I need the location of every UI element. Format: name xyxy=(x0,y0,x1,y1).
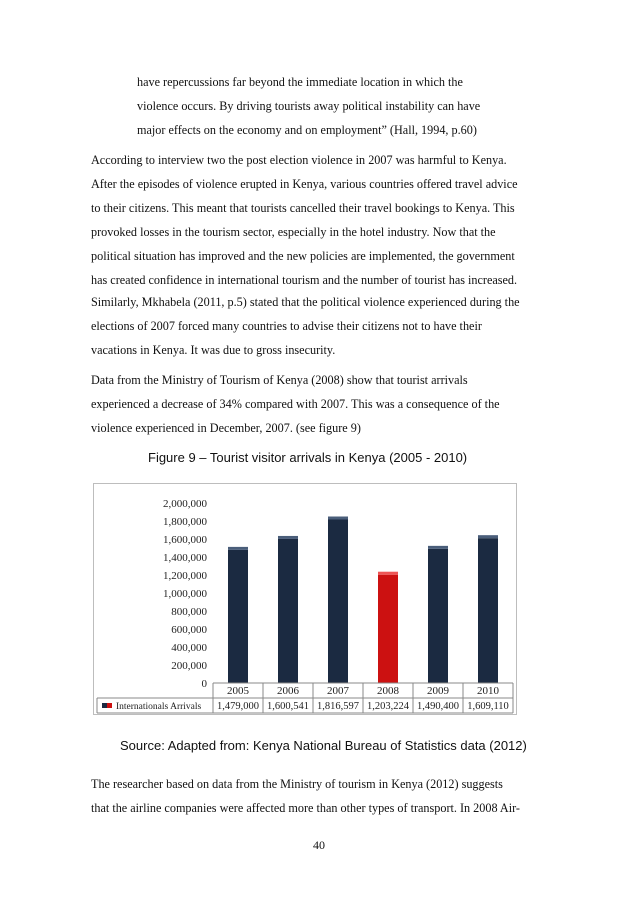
bar-2007 xyxy=(328,520,348,683)
legend-swatch-highlight xyxy=(107,703,112,708)
data-label: 1,816,597 xyxy=(317,701,359,712)
bar-2010 xyxy=(478,538,498,683)
y-tick-label: 1,000,000 xyxy=(163,588,207,600)
chart-frame xyxy=(94,484,517,715)
paragraph-line: violence experienced in December, 2007. (see figure 9) xyxy=(91,421,361,435)
quote-line: violence occurs. By driving tourists away political instability can have xyxy=(137,99,481,113)
y-tick-label: 1,800,000 xyxy=(163,516,207,528)
y-tick-label: 600,000 xyxy=(171,624,207,636)
bar-2009 xyxy=(428,549,448,683)
category-label: 2009 xyxy=(427,685,449,697)
bar-top-2005 xyxy=(228,547,248,550)
paragraph-line: experienced a decrease of 34% compared with 2007. This was a consequence of the xyxy=(91,397,500,411)
data-label: 1,203,224 xyxy=(367,701,409,712)
y-tick-label: 200,000 xyxy=(171,660,207,672)
paragraph-line: Similarly, Mkhabela (2011, p.5) stated that the political violence experienced during the xyxy=(91,295,520,309)
category-label: 2008 xyxy=(377,685,399,697)
paragraph-line: According to interview two the post election violence in 2007 was harmful to Kenya. xyxy=(91,153,507,167)
block-quote xyxy=(137,70,517,142)
y-tick-label: 1,600,000 xyxy=(163,534,207,546)
paragraph-line: Data from the Ministry of Tourism of Kenya (2008) show that tourist arrivals xyxy=(91,373,468,387)
y-tick-label: 2,000,000 xyxy=(163,498,207,510)
paragraph-line: vacations in Kenya. It was due to gross insecurity. xyxy=(91,343,336,357)
quote-line: have repercussions far beyond the immediate location in which the xyxy=(137,75,463,89)
paragraph-ministry-data xyxy=(91,368,549,440)
bar-top-2008 xyxy=(378,572,398,575)
bar-top-2006 xyxy=(278,536,298,539)
y-tick-label: 0 xyxy=(201,678,207,690)
paragraph-line: After the episodes of violence erupted in Kenya, various countries offered travel advice xyxy=(91,177,518,191)
category-label: 2010 xyxy=(477,685,499,697)
paragraph-line: elections of 2007 forced many countries to advise their citizens not to have their xyxy=(91,319,482,333)
paragraph-airline xyxy=(91,772,549,820)
category-label: 2007 xyxy=(327,685,349,697)
data-label: 1,609,110 xyxy=(467,701,509,712)
data-label: 1,600,541 xyxy=(267,701,309,712)
bar-top-2007 xyxy=(328,517,348,520)
bar-chart xyxy=(93,483,517,715)
legend-label: Internationals Arrivals xyxy=(116,702,202,712)
bar-top-2010 xyxy=(478,535,498,538)
bar-2006 xyxy=(278,539,298,683)
bar-2005 xyxy=(228,550,248,683)
paragraph-line: The researcher based on data from the Ministry of tourism in Kenya (2012) suggests xyxy=(91,777,503,791)
y-tick-label: 800,000 xyxy=(171,606,207,618)
paragraph-line: that the airline companies were affected more than other types of transport. In 2008 Air- xyxy=(91,801,520,815)
paragraph-line: has created confidence in international tourism and the number of tourist has increased. xyxy=(91,273,518,287)
y-tick-label: 1,200,000 xyxy=(163,570,207,582)
data-label: 1,490,400 xyxy=(417,701,459,712)
paragraph-line: to their citizens. This meant that tourists cancelled their travel bookings to Kenya. This xyxy=(91,201,515,215)
y-tick-label: 1,400,000 xyxy=(163,552,207,564)
paragraph-line: provoked losses in the tourism sector, especially in the hotel industry. Now that the xyxy=(91,225,496,239)
category-label: 2005 xyxy=(227,685,249,697)
data-label: 1,479,000 xyxy=(217,701,259,712)
paragraph-line: political situation has improved and the new policies are implemented, the government xyxy=(91,249,515,263)
category-label: 2006 xyxy=(277,685,299,697)
bar-top-2009 xyxy=(428,546,448,549)
paragraph-interview xyxy=(91,148,549,292)
quote-line: major effects on the economy and on employment” (Hall, 1994, p.60) xyxy=(137,123,477,137)
figure-caption: Figure 9 – Tourist visitor arrivals in Kenya (2005 - 2010) xyxy=(148,450,468,465)
page-number: 40 xyxy=(313,838,325,852)
source-caption: Source: Adapted from: Kenya National Bureau of Statistics data (2012) xyxy=(120,738,527,753)
y-tick-label: 400,000 xyxy=(171,642,207,654)
legend-swatch xyxy=(102,703,107,708)
bar-2008 xyxy=(378,575,398,683)
paragraph-mkhabela xyxy=(91,290,549,362)
